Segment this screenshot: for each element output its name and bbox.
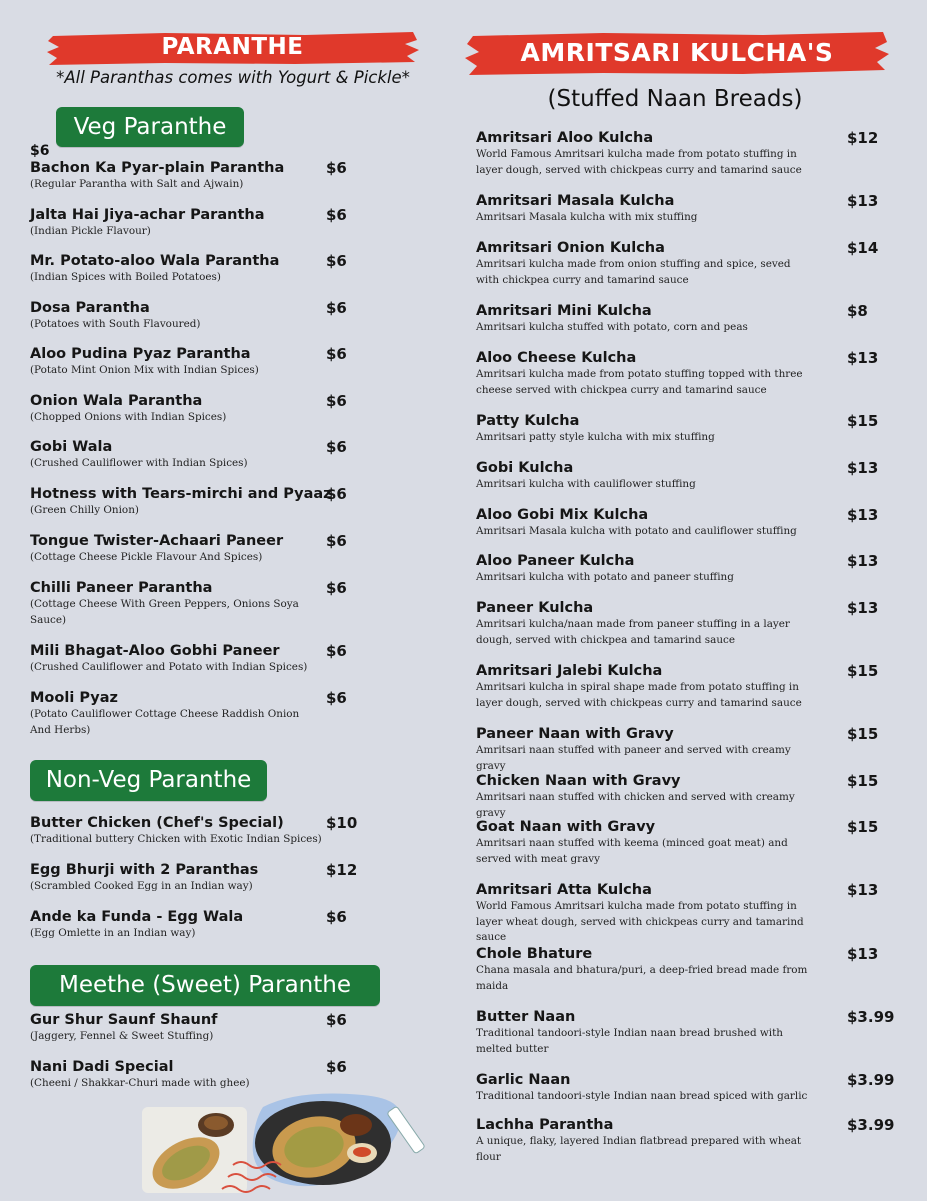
item-price: $3.99 <box>847 1008 895 1026</box>
item-name: Butter Chicken (Chef's Special) <box>30 815 284 831</box>
item-description: (Egg Omlette in an Indian way) <box>30 927 196 939</box>
item-price: $6 <box>326 392 347 410</box>
item-name: Gobi Wala <box>30 439 113 455</box>
item-name: Paneer Naan with Gravy <box>476 726 674 742</box>
item-description: Amritsari naan stuffed with chicken and served with creamy gravy <box>476 791 795 819</box>
item-name: Patty Kulcha <box>476 413 580 429</box>
item-description: Amritsari naan stuffed with keema (minced goat meat) and served with meat gravy <box>476 837 788 865</box>
item-name: Hotness with Tears-mirchi and Pyaaz <box>30 486 332 502</box>
item-description: (Cheeni / Shakkar-Churi made with ghee) <box>30 1077 250 1089</box>
item-name: Aloo Gobi Mix Kulcha <box>476 507 649 523</box>
kulcha-header: AMRITSARI KULCHA'S <box>463 30 891 76</box>
kulcha-column <box>455 0 927 1200</box>
item-price: $6 <box>326 1011 347 1029</box>
item-name: Amritsari Aloo Kulcha <box>476 130 654 146</box>
item-price: $6 <box>326 908 347 926</box>
item-price: $3.99 <box>847 1116 895 1134</box>
item-price: $6 <box>326 438 347 456</box>
item-name: Chole Bhature <box>476 946 593 962</box>
item-name: Jalta Hai Jiya-achar Parantha <box>30 207 265 223</box>
item-description: (Potatoes with South Flavoured) <box>30 318 201 330</box>
item-description: (Crushed Cauliflower with Indian Spices) <box>30 457 248 469</box>
paranthe-subtitle: *All Paranthas comes with Yogurt & Pickle* <box>56 68 410 87</box>
veg-menu-item <box>30 439 310 472</box>
item-description: Amritsari Masala kulcha with potato and cauliflower stuffing <box>476 525 797 537</box>
item-name: Mooli Pyaz <box>30 690 118 706</box>
veg-menu-item <box>30 533 310 566</box>
item-description: (Chopped Onions with Indian Spices) <box>30 411 227 423</box>
item-price: $6 <box>326 485 347 503</box>
item-price: $6 <box>326 689 347 707</box>
kulcha-menu-item <box>476 413 816 446</box>
item-name: Gur Shur Saunf Shaunf <box>30 1012 218 1028</box>
kulcha-menu-item <box>476 350 816 398</box>
item-price: $13 <box>847 599 879 617</box>
item-name: Aloo Cheese Kulcha <box>476 350 637 366</box>
item-price: $6 <box>326 206 347 224</box>
kulcha-menu-item <box>476 553 816 586</box>
item-name: Mili Bhagat-Aloo Gobhi Paneer <box>30 643 280 659</box>
item-price: $12 <box>847 129 879 147</box>
item-price: $15 <box>847 772 879 790</box>
item-description: Amritsari patty style kulcha with mix stuffing <box>476 431 715 443</box>
item-price: $15 <box>847 725 879 743</box>
kulcha-menu-item <box>476 303 816 336</box>
veg-menu-item <box>30 253 310 286</box>
item-price: $6 <box>326 642 347 660</box>
item-name: Nani Dadi Special <box>30 1059 174 1075</box>
item-description: (Scrambled Cooked Egg in an Indian way) <box>30 880 253 892</box>
item-price: $13 <box>847 192 879 210</box>
veg-menu-item <box>30 486 332 519</box>
item-description: Amritsari kulcha made from onion stuffing and spice, seved with chickpea curry and tamarind sauce <box>476 258 791 286</box>
veg-menu-item <box>30 393 310 426</box>
item-description: Amritsari kulcha made from potato stuffing topped with three cheese served with chickpea curry and tamarind sauce <box>476 368 803 396</box>
item-name: Tongue Twister-Achaari Paneer <box>30 533 284 549</box>
kulcha-menu-item <box>476 726 816 774</box>
item-description: (Jaggery, Fennel & Sweet Stuffing) <box>30 1030 214 1042</box>
kulcha-menu-item <box>476 460 816 493</box>
item-description: (Regular Parantha with Salt and Ajwain) <box>30 178 244 190</box>
item-name: Amritsari Atta Kulcha <box>476 882 652 898</box>
item-price: $6 <box>326 159 347 177</box>
item-price: $15 <box>847 818 879 836</box>
item-price: $13 <box>847 349 879 367</box>
item-name: Amritsari Onion Kulcha <box>476 240 665 256</box>
nonveg-menu-item <box>30 909 340 942</box>
item-name: Bachon Ka Pyar-plain Parantha <box>30 160 285 176</box>
item-description: (Traditional buttery Chicken with Exotic Indian Spices) <box>30 833 322 845</box>
item-name: Gobi Kulcha <box>476 460 574 476</box>
stray-price: $6 <box>30 143 50 159</box>
food-photo <box>138 1085 438 1197</box>
item-price: $15 <box>847 662 879 680</box>
item-name: Chicken Naan with Gravy <box>476 773 681 789</box>
item-name: Onion Wala Parantha <box>30 393 203 409</box>
kulcha-menu-item <box>476 1009 816 1057</box>
item-name: Chilli Paneer Parantha <box>30 580 213 596</box>
veg-menu-item <box>30 643 310 676</box>
item-price: $6 <box>326 299 347 317</box>
item-price: $6 <box>326 532 347 550</box>
item-description: (Crushed Cauliflower and Potato with Indian Spices) <box>30 661 308 673</box>
nonveg-section-title: Non-Veg Paranthe <box>30 760 267 801</box>
item-description: (Indian Pickle Flavour) <box>30 225 151 237</box>
item-description: World Famous Amritsari kulcha made from potato stuffing in layer wheat dough, served with chickpeas curry and tamarind sauce <box>476 900 804 943</box>
item-description: (Potato Cauliflower Cottage Cheese Raddish Onion And Herbs) <box>30 708 300 736</box>
item-description: A unique, flaky, layered Indian flatbread prepared with wheat flour <box>476 1135 802 1163</box>
nonveg-menu-item <box>30 815 340 848</box>
item-name: Aloo Paneer Kulcha <box>476 553 635 569</box>
item-name: Ande ka Funda - Egg Wala <box>30 909 244 925</box>
item-name: Paneer Kulcha <box>476 600 594 616</box>
kulcha-menu-item <box>476 882 816 946</box>
item-price: $13 <box>847 881 879 899</box>
item-name: Garlic Naan <box>476 1072 571 1088</box>
item-name: Amritsari Mini Kulcha <box>476 303 652 319</box>
item-name: Mr. Potato-aloo Wala Parantha <box>30 253 280 269</box>
item-description: Traditional tandoori-style Indian naan bread spiced with garlic <box>476 1090 808 1102</box>
item-name: Amritsari Jalebi Kulcha <box>476 663 663 679</box>
item-price: $6 <box>326 1058 347 1076</box>
item-name: Lachha Parantha <box>476 1117 614 1133</box>
item-description: Amritsari kulcha with potato and paneer stuffing <box>476 571 734 583</box>
item-name: Dosa Parantha <box>30 300 150 316</box>
item-description: Amritsari kulcha with cauliflower stuffing <box>476 478 696 490</box>
kulcha-menu-item <box>476 240 816 288</box>
kulcha-menu-item <box>476 819 816 867</box>
item-description: Amritsari kulcha stuffed with potato, corn and peas <box>476 321 748 333</box>
item-price: $14 <box>847 239 879 257</box>
kulcha-subtitle: (Stuffed Naan Breads) <box>547 86 803 112</box>
item-price: $15 <box>847 412 879 430</box>
item-price: $8 <box>847 302 868 320</box>
item-price: $6 <box>326 579 347 597</box>
item-name: Goat Naan with Gravy <box>476 819 656 835</box>
item-description: (Indian Spices with Boiled Potatoes) <box>30 271 221 283</box>
item-price: $3.99 <box>847 1071 895 1089</box>
kulcha-menu-item <box>476 600 816 648</box>
item-description: Amritsari kulcha/naan made from paneer stuffing in a layer dough, served with chickpea and tamarind sauce <box>476 618 790 646</box>
item-description: World Famous Amritsari kulcha made from potato stuffing in layer dough, served with chickpeas curry and tamarind sauce <box>476 148 802 176</box>
item-name: Aloo Pudina Pyaz Parantha <box>30 346 251 362</box>
kulcha-menu-item <box>476 507 816 540</box>
item-price: $13 <box>847 552 879 570</box>
sweet-menu-item <box>30 1012 320 1045</box>
item-price: $10 <box>326 814 358 832</box>
kulcha-menu-item <box>476 773 816 821</box>
kulcha-menu-item <box>476 946 816 994</box>
veg-menu-item <box>30 207 310 240</box>
paranthe-header: PARANTHE <box>45 30 420 66</box>
item-description: (Cottage Cheese With Green Peppers, Onions Soya Sauce) <box>30 598 299 626</box>
item-name: Amritsari Masala Kulcha <box>476 193 675 209</box>
veg-menu-item <box>30 346 310 379</box>
kulcha-menu-item <box>476 130 816 178</box>
item-description: Amritsari kulcha in spiral shape made from potato stuffing in layer dough, served with chickpeas curry and tamarind sauce <box>476 681 802 709</box>
item-description: (Green Chilly Onion) <box>30 504 139 516</box>
item-price: $6 <box>326 345 347 363</box>
item-price: $13 <box>847 506 879 524</box>
item-description: (Cottage Cheese Pickle Flavour And Spices) <box>30 551 263 563</box>
item-description: Chana masala and bhatura/puri, a deep-fried bread made from maida <box>476 964 808 992</box>
item-name: Butter Naan <box>476 1009 576 1025</box>
item-price: $13 <box>847 459 879 477</box>
food-illustration-icon <box>138 1085 438 1197</box>
item-price: $13 <box>847 945 879 963</box>
kulcha-menu-item <box>476 1072 816 1105</box>
veg-menu-item <box>30 690 310 738</box>
kulcha-menu-item <box>476 663 816 711</box>
veg-menu-item <box>30 160 310 193</box>
veg-menu-item <box>30 300 310 333</box>
nonveg-menu-item <box>30 862 340 895</box>
veg-section-title: Veg Paranthe <box>56 107 244 147</box>
item-price: $6 <box>326 252 347 270</box>
sweet-section-title: Meethe (Sweet) Paranthe <box>30 965 380 1006</box>
paranthe-column <box>0 0 455 1200</box>
kulcha-menu-item <box>476 193 816 226</box>
kulcha-menu-item <box>476 1117 816 1165</box>
veg-menu-item <box>30 580 310 628</box>
item-description: Amritsari Masala kulcha with mix stuffing <box>476 211 698 223</box>
item-name: Egg Bhurji with 2 Paranthas <box>30 862 259 878</box>
item-price: $12 <box>326 861 358 879</box>
item-description: (Potato Mint Onion Mix with Indian Spices) <box>30 364 259 376</box>
item-description: Traditional tandoori-style Indian naan bread brushed with melted butter <box>476 1027 783 1055</box>
item-description: Amritsari naan stuffed with paneer and served with creamy gravy <box>476 744 791 772</box>
